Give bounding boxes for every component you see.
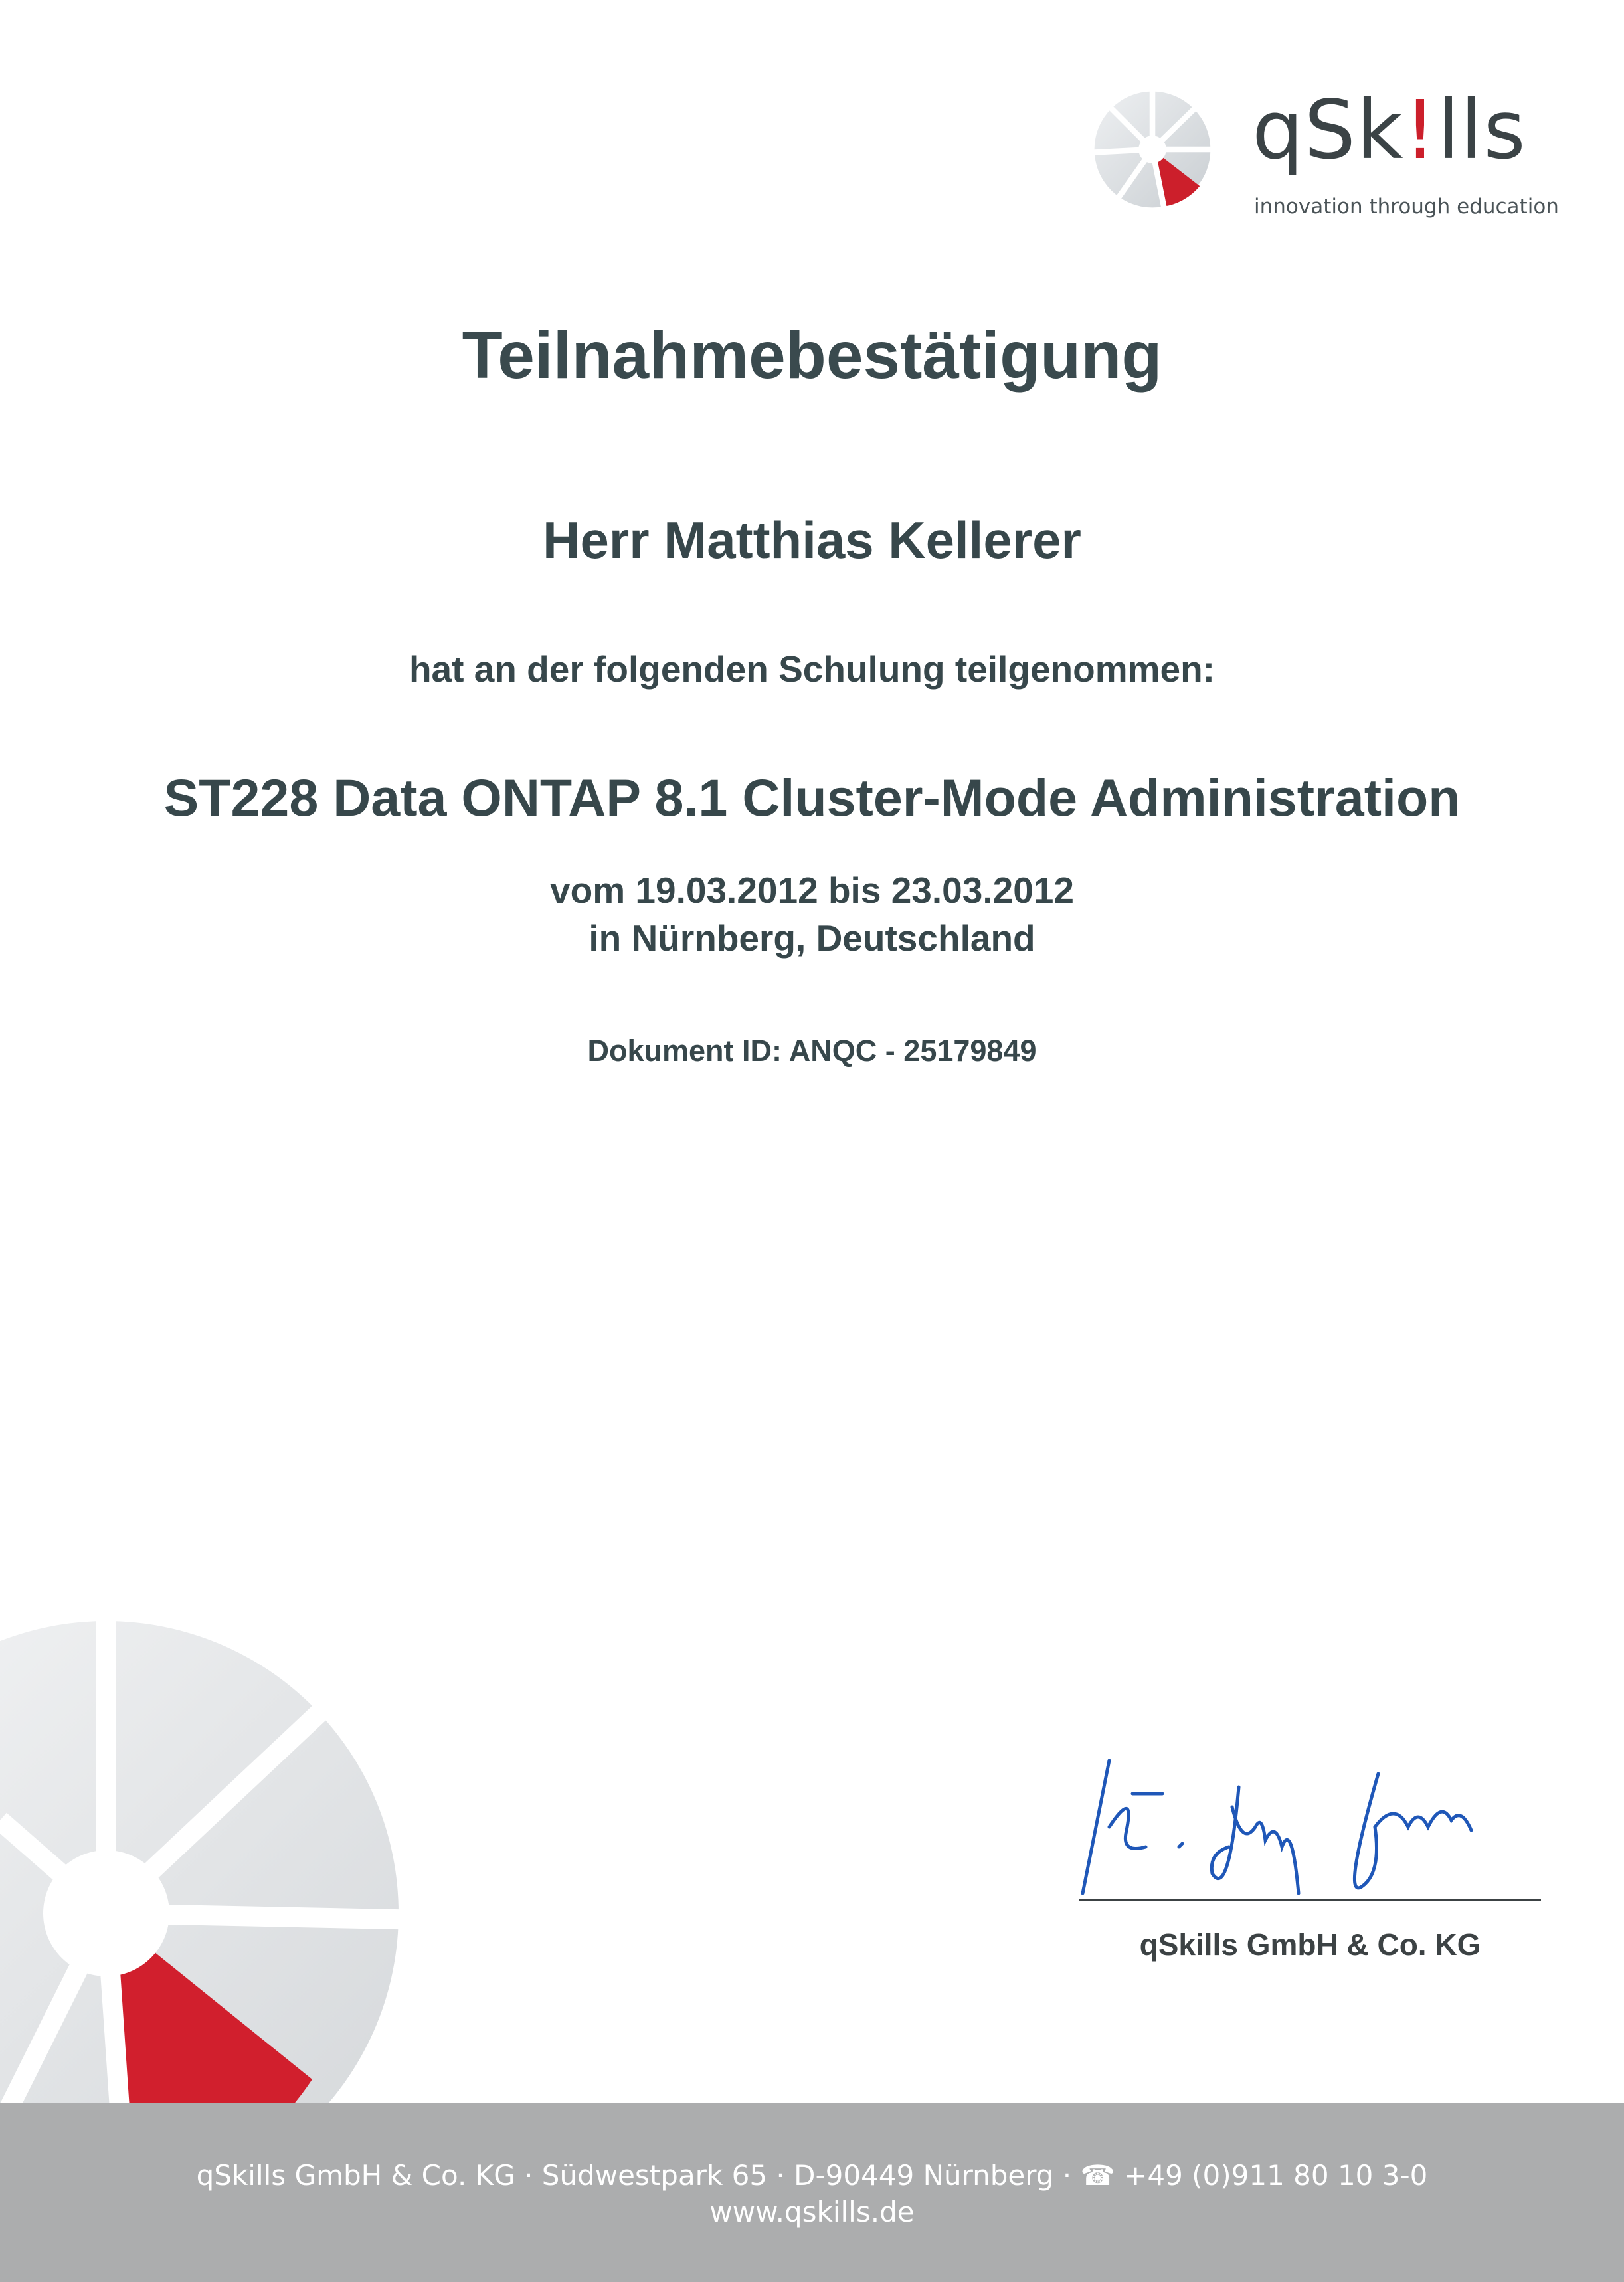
course-location: in Nürnberg, Deutschland: [588, 917, 1036, 959]
qskills-logo: [1089, 76, 1559, 236]
course-title: ST228 Data ONTAP 8.1 Cluster-Mode Administration: [163, 768, 1461, 827]
course-dates: vom 19.03.2012 bis 23.03.2012: [550, 870, 1074, 911]
participant-name: Herr Matthias Kellerer: [543, 511, 1081, 569]
signature-line: [1079, 1899, 1541, 1901]
document-id: Dokument ID: ANQC - 25179849: [587, 1034, 1037, 1068]
logo-wordmark: qSk!lls: [1252, 83, 1526, 177]
signature-company: qSkills GmbH & Co. KG: [1139, 1927, 1481, 1962]
footer-address: qSkills GmbH & Co. KG · Südwestpark 65 · D-90449 Nürnberg · ☎ +49 (0)911 80 10 3-0: [196, 2159, 1428, 2192]
logo-tagline: innovation through education: [1254, 195, 1559, 219]
certificate-title: Teilnahmebestätigung: [462, 318, 1162, 393]
footer-bar: [0, 2103, 1624, 2282]
qskills-logo-icon: [1089, 76, 1216, 223]
footer-website[interactable]: www.qskills.de: [709, 2196, 915, 2228]
signature-icon: [1063, 1747, 1554, 1900]
intro-text: hat an der folgenden Schulung teilgenommen:: [408, 648, 1216, 690]
